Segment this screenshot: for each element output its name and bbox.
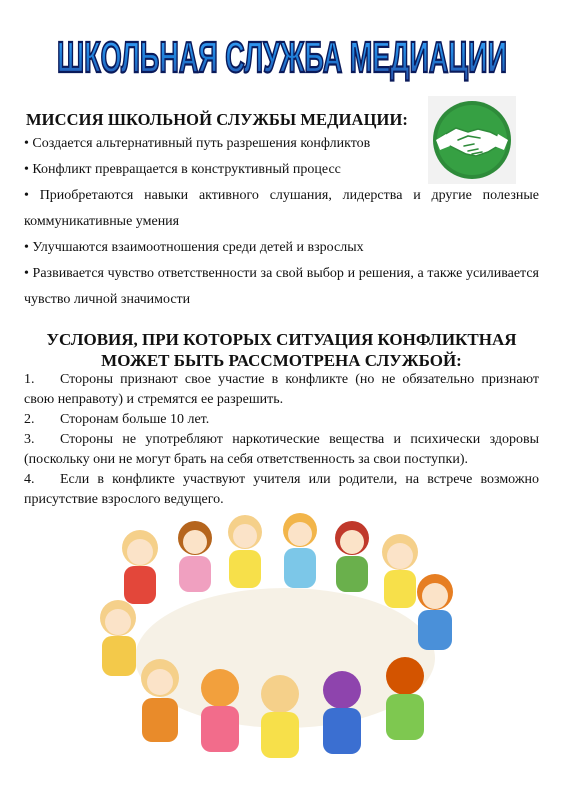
page-title: ШКОЛЬНАЯ СЛУЖБА МЕДИАЦИИ: [57, 33, 507, 82]
child-figure: [100, 600, 136, 676]
condition-number: 1.: [24, 372, 35, 387]
page-title-banner: [0, 20, 565, 90]
child-figure: [283, 513, 317, 588]
conditions-heading: УСЛОВИЯ, ПРИ КОТОРЫХ СИТУАЦИЯ КОНФЛИКТНАЯ МОЖЕТ БЫТЬ РАССМОТРЕНА СЛУЖБОЙ:: [46, 330, 517, 370]
mission-bullet: • Приобретаются навыки активного слушания, лидерства и другие полезные коммуникативные умения: [24, 188, 539, 229]
mission-bullet: • Развивается чувство ответственности за свой выбор и решения, а также усиливается чувство личной значимости: [24, 266, 539, 307]
condition-number: 4.: [24, 472, 35, 487]
mission-bullet: • Создается альтернативный путь разрешения конфликтов: [24, 136, 371, 151]
condition-item: [24, 370, 539, 410]
condition-number: 2.: [24, 412, 35, 427]
condition-text: Если в конфликте участвуют учителя или родители, на встрече возможно присутствие взрослого ведущего.: [24, 472, 539, 507]
mission-list: [24, 131, 539, 313]
mission-bullet: • Улучшаются взаимоотношения среди детей и взрослых: [24, 240, 364, 255]
mission-heading: МИССИЯ ШКОЛЬНОЙ СЛУЖБЫ МЕДИАЦИИ:: [26, 110, 408, 129]
condition-item: [24, 470, 539, 510]
child-figure: [178, 521, 212, 592]
condition-text: Сторонам больше 10 лет.: [60, 412, 210, 427]
page-title-graphic: [0, 20, 565, 90]
child-figure: [335, 521, 369, 592]
children-circle-image: [80, 508, 490, 770]
child-figure: [386, 657, 424, 740]
child-figure: [417, 574, 453, 650]
child-figure: [382, 534, 418, 608]
children-circle-illustration: [80, 508, 490, 770]
condition-item: [24, 430, 539, 470]
child-figure: [201, 669, 239, 752]
child-figure: [261, 675, 299, 758]
child-figure: [122, 530, 158, 604]
mission-bullet: • Конфликт превращается в конструктивный процесс: [24, 162, 341, 177]
conditions-list: [24, 370, 539, 510]
child-figure: [228, 515, 262, 588]
child-figure: [323, 671, 361, 754]
condition-text: Стороны признают свое участие в конфликте (но не обязательно признают свою неправоту) и стремятся ее разрешить.: [24, 372, 539, 407]
condition-item: [24, 410, 539, 430]
condition-number: 3.: [24, 432, 35, 447]
condition-text: Стороны не употребляют наркотические вещества и психически здоровы (поскольку они не могут брать на себя ответственность за свои поступки).: [24, 432, 539, 467]
child-figure: [141, 659, 179, 742]
